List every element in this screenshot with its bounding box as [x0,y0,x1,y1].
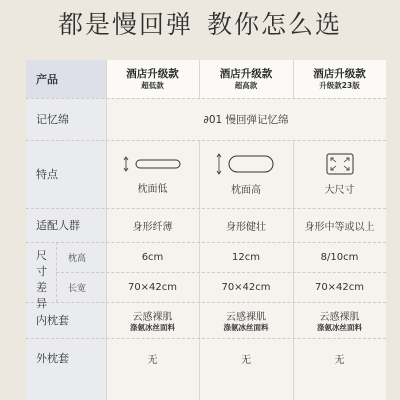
page-title [0,8,400,42]
inner-cell-3 [293,302,386,338]
product-name: 酒店升级款 [219,67,273,80]
suitable-cell-1: 身形纤薄 [132,221,173,233]
inner-material: 云感裸肌 [319,311,360,323]
suitable-cell-2: 身形健壮 [226,221,266,233]
product-header-2 [199,60,293,98]
row-label-features: 特点 [36,168,58,181]
outer-cell-2: 无 [241,354,251,366]
product-header-3 [293,60,386,98]
feature-cell-3 [293,140,386,208]
product-subtitle: 超高款 [234,80,258,90]
height-cell-3: 8/10cm [320,251,359,263]
inner-fabric: 涤氨冰丝面料 [317,322,362,332]
high-pillow-icon [215,152,277,176]
inner-fabric: 涤氨冰丝面料 [223,322,269,332]
product-name: 酒店升级款 [313,67,366,80]
inner-cell-1 [106,302,199,338]
header-label: 产品 [36,73,58,86]
outer-cell-3: 无 [334,354,345,366]
dimension-cell-1: 70×42cm [127,281,178,293]
suitable-cell-3: 身形中等或以上 [304,221,375,233]
inner-cell-2 [199,302,293,338]
dimension-cell-2: 70×42cm [221,281,271,293]
feature-cell-1 [106,140,199,208]
row-label-memory: 记忆绵 [36,113,69,126]
dimension-cell-3: 70×42cm [314,281,365,293]
feature-label: 枕面低 [137,184,168,195]
product-subtitle: 超低款 [141,80,164,90]
product-name: 酒店升级款 [126,67,179,80]
feature-cell-2 [199,140,293,208]
feature-label: 枕面高 [231,185,261,196]
size-sub-divider [56,242,57,302]
large-size-icon [325,152,355,176]
feature-label: 大尺寸 [324,185,355,196]
product-subtitle: 升级款23版 [319,80,360,90]
inner-material: 云感裸肌 [226,311,266,323]
size-group-label: 尺寸差异 [36,249,47,310]
comparison-table [26,60,386,400]
height-cell-2: 12cm [232,251,260,263]
outer-cell-1: 无 [147,354,158,366]
height-label: 枕高 [68,253,87,264]
row-label-suitable: 适配人群 [36,219,80,232]
product-header-1 [106,60,199,98]
title-part-1: 都是慢回弹 [57,10,193,39]
title-part-2: 教你怎么选 [207,10,343,39]
row-label-outer: 外枕套 [36,352,69,365]
low-pillow-icon [122,153,184,175]
memory-foam-value: ∂01 慢回弹记忆绵 [203,113,289,126]
inner-material: 云感裸肌 [132,311,173,323]
height-cell-1: 6cm [141,251,164,263]
inner-fabric: 涤氨冰丝面料 [130,322,175,332]
dimension-label: 长宽 [68,283,87,294]
row-label-inner: 内枕套 [36,314,69,327]
